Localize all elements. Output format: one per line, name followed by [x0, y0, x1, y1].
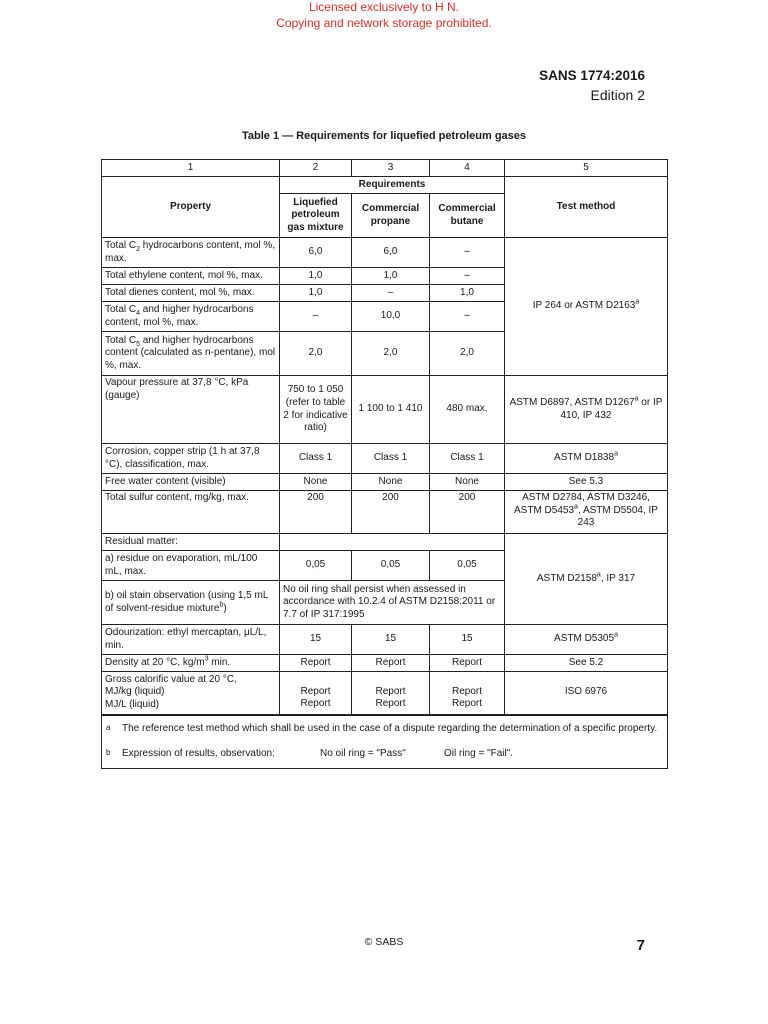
property-odourization: Odourization: ethyl mercaptan, μL/L, min. [102, 625, 280, 655]
value-propane: – [352, 285, 430, 302]
value-propane: Report Report [352, 672, 430, 715]
value-lpg: 15 [280, 625, 352, 655]
footnote-b-pass: No oil ring = "Pass" [320, 747, 406, 759]
value-lpg: Report [280, 655, 352, 672]
value-butane: Class 1 [430, 444, 505, 474]
license-notice-line1: Licensed exclusively to H N. [308, 0, 460, 14]
property-c5: Total $C_5$ and higher hydrocarbons content (calculated as n-pentane), mol %, max. [102, 332, 280, 376]
property-ethylene: Total ethylene content, mol %, max. [102, 268, 280, 285]
property-residual-matter: Residual matter: [102, 534, 280, 551]
method-sulfur: ASTM D2784, ASTM D3246, ASTM D5453$^a$, ASTM D5504, IP 243 [505, 491, 668, 534]
table-row [102, 655, 668, 672]
table-row [102, 625, 668, 655]
standard-number: SANS 1774:2016 [539, 68, 645, 83]
header-requirements: Requirements [280, 177, 505, 194]
value-butane: 200 [430, 491, 505, 534]
property-c2: Total $C_2$ hydrocarbons content, mol %, max. [102, 238, 280, 268]
footnotes-row [102, 715, 668, 769]
value-lpg: Class 1 [280, 444, 352, 474]
value-propane: None [352, 474, 430, 491]
method-calorific-value: ISO 6976 [505, 672, 668, 715]
value-lpg: 1,0 [280, 285, 352, 302]
value-butane: 0,05 [430, 551, 505, 581]
column-number: 2 [280, 160, 352, 177]
value-lpg: Report Report [280, 672, 352, 715]
table-row [102, 376, 668, 444]
header-property: Property [102, 177, 280, 238]
header-commercial-butane: Commercial butane [430, 194, 505, 238]
footnote-a-text: The reference test method which shall be used in the case of a dispute regarding the determination of a specific property. [122, 722, 658, 734]
property-oil-stain: b) oil stain observation (using 1,5 mL of solvent-residue mixture$^b$) [102, 581, 280, 625]
value-lpg: 200 [280, 491, 352, 534]
table-row [102, 444, 668, 474]
property-free-water: Free water content (visible) [102, 474, 280, 491]
value-butane: 2,0 [430, 332, 505, 376]
value-propane: 200 [352, 491, 430, 534]
value-lpg: 1,0 [280, 268, 352, 285]
copyright: © SABS [364, 936, 404, 948]
value-propane: 1,0 [352, 268, 430, 285]
property-corrosion: Corrosion, copper strip (1 h at 37,8 °C), classification, max. [102, 444, 280, 474]
license-notice-line2: Copying and network storage prohibited. [276, 16, 492, 30]
value-butane: – [430, 238, 505, 268]
value-propane: 6,0 [352, 238, 430, 268]
table-title: Table 1 — Requirements for liquefied petroleum gases [241, 130, 527, 142]
value-butane: 15 [430, 625, 505, 655]
page-number: 7 [636, 937, 645, 954]
value-butane: Report [430, 655, 505, 672]
value-butane: – [430, 268, 505, 285]
value-butane: None [430, 474, 505, 491]
method-residual-matter: ASTM D2158$^a$, IP 317 [505, 534, 668, 625]
header-lpg-mixture: Liquefied petroleum gas mixture [280, 194, 352, 238]
empty-cell [280, 534, 505, 551]
table-row [102, 491, 668, 534]
column-number: 4 [430, 160, 505, 177]
column-number: 5 [505, 160, 668, 177]
value-propane: 15 [352, 625, 430, 655]
method-density: See 5.2 [505, 655, 668, 672]
column-number: 1 [102, 160, 280, 177]
value-lpg: 6,0 [280, 238, 352, 268]
value-butane: Report Report [430, 672, 505, 715]
edition-label: Edition 2 [590, 87, 645, 103]
footnotes [102, 715, 668, 769]
column-number: 3 [352, 160, 430, 177]
value-propane: Report [352, 655, 430, 672]
value-lpg: 0,05 [280, 551, 352, 581]
property-calorific-value: Gross calorific value at 20 °C, MJ/kg (liquid) MJ/L (liquid) [102, 672, 280, 715]
header-test-method: Test method [505, 177, 668, 238]
table-row [102, 238, 668, 268]
value-butane: 1,0 [430, 285, 505, 302]
value-lpg: – [280, 302, 352, 332]
property-c4: Total $C_4$ and higher hydrocarbons content, mol %, max. [102, 302, 280, 332]
value-propane: 10,0 [352, 302, 430, 332]
property-residue-evaporation: a) residue on evaporation, mL/100 mL, max. [102, 551, 280, 581]
value-propane: 2,0 [352, 332, 430, 376]
value-lpg: None [280, 474, 352, 491]
property-vapour-pressure: Vapour pressure at 37,8 °C, kPa (gauge) [102, 376, 280, 444]
property-dienes: Total dienes content, mol %, max. [102, 285, 280, 302]
table-row [102, 534, 668, 551]
footnote-b-label: Expression of results, observation: [122, 747, 275, 759]
property-sulfur: Total sulfur content, mg/kg, max. [102, 491, 280, 534]
footnote-b-marker: b [106, 747, 111, 757]
value-lpg: 750 to 1 050 (refer to table 2 for indicative ratio) [280, 376, 352, 444]
footnote-a-marker: a [106, 722, 111, 732]
requirements-table [101, 159, 668, 769]
value-propane: Class 1 [352, 444, 430, 474]
value-propane: 0,05 [352, 551, 430, 581]
method-vapour-pressure: ASTM D6897, ASTM D1267$^a$ or IP 410, IP 432 [505, 376, 668, 444]
footnote-b-fail: Oil ring = "Fail". [444, 747, 514, 759]
value-lpg: 2,0 [280, 332, 352, 376]
header-commercial-propane: Commercial propane [352, 194, 430, 238]
method-odourization: ASTM D5305$^a$ [505, 625, 668, 655]
value-propane: 1 100 to 1 410 [352, 376, 430, 444]
value-butane: – [430, 302, 505, 332]
value-oil-stain: No oil ring shall persist when assessed in accordance with 10.2.4 of ASTM D2158:2011 or 7.7 of IP 317:1995 [280, 581, 505, 625]
method-free-water: See 5.3 [505, 474, 668, 491]
property-density: Density at 20 °C, $kg/m^3$ min. [102, 655, 280, 672]
value-butane: 480 max. [430, 376, 505, 444]
table-row [102, 474, 668, 491]
table-row [102, 672, 668, 715]
method-hydrocarbons: IP 264 or ASTM D2163$^a$ [505, 238, 668, 376]
method-corrosion: ASTM D1838$^a$ [505, 444, 668, 474]
